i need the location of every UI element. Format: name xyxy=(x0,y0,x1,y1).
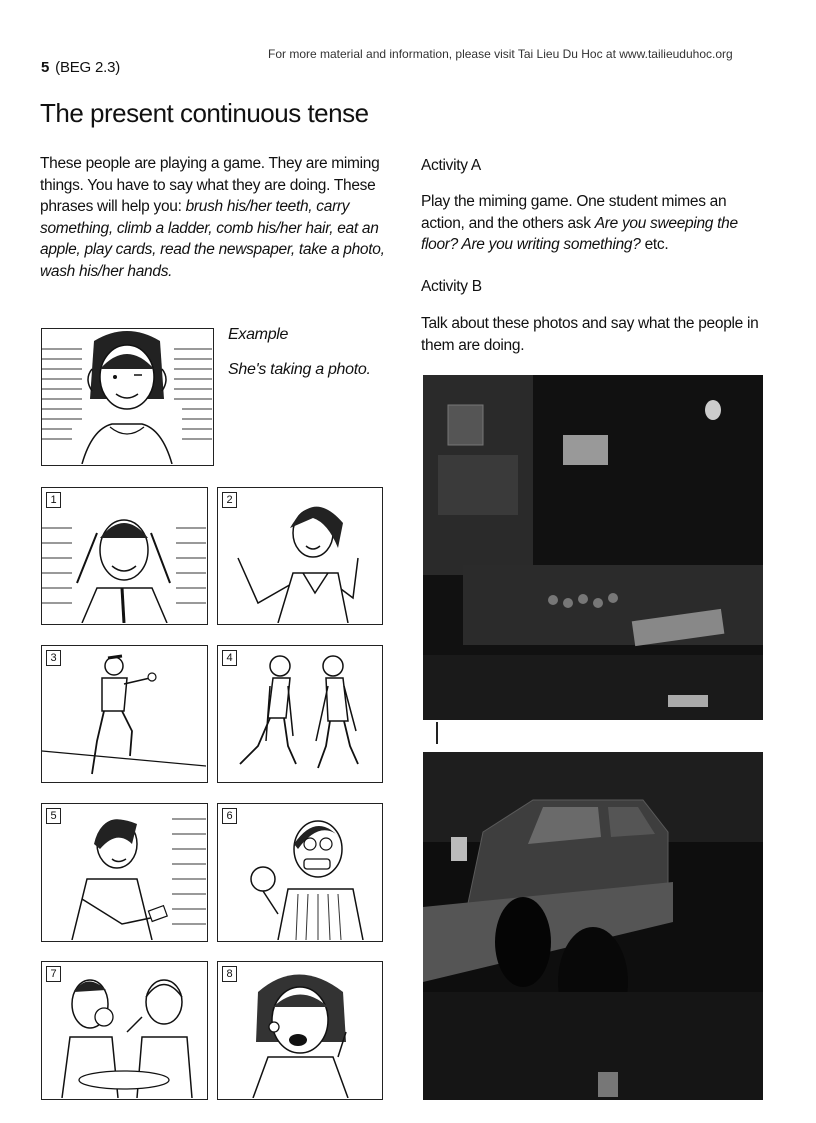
shop-interior-photo xyxy=(423,375,763,720)
intro-paragraph xyxy=(40,153,385,282)
unit-label xyxy=(41,59,120,76)
example-label: Example xyxy=(228,326,289,343)
panel-number: 7 xyxy=(46,966,61,982)
panel-number: 8 xyxy=(222,966,237,982)
source-note: For more material and information, please visit Tai Lieu Du Hoc at www.tailieuduhoc.org xyxy=(268,47,733,61)
activity-b-text: Talk about these photos and say what the people in them are doing. xyxy=(421,315,759,354)
activity-b-heading: Activity B xyxy=(421,278,482,295)
panel-number: 6 xyxy=(222,808,237,824)
street-car-photo xyxy=(423,752,763,1100)
unit-number: 5 xyxy=(41,59,50,76)
woman-eating-apple-drawing xyxy=(218,962,381,1098)
woman-carrying-drawing xyxy=(218,488,381,623)
mime-panel-8 xyxy=(217,961,383,1100)
panel-number: 4 xyxy=(222,650,237,666)
divider-mark xyxy=(436,722,438,744)
photographer-drawing xyxy=(42,329,212,464)
activity-photo-street xyxy=(423,752,763,1100)
mime-panel-3 xyxy=(41,645,208,783)
mime-panel-4 xyxy=(217,645,383,783)
page-title: The present continuous tense xyxy=(40,98,369,128)
intro-text: These people are playing a game. They are miming things. You have to say what they are doing. These phrases will help you: xyxy=(40,155,380,215)
example-sentence: She's taking a photo. xyxy=(228,361,371,378)
activity-a-intro: Play the miming game. One student mimes an action, and the others ask xyxy=(421,193,727,232)
mime-panel-1 xyxy=(41,487,208,625)
two-people-eating-drawing xyxy=(42,962,206,1098)
activity-photo-shop xyxy=(423,375,763,720)
man-climbing-ladder-drawing xyxy=(42,646,206,781)
mime-panel-5 xyxy=(41,803,208,942)
example-illustration xyxy=(41,328,214,466)
panel-number: 3 xyxy=(46,650,61,666)
mime-panel-7 xyxy=(41,961,208,1100)
mime-panel-2 xyxy=(217,487,383,625)
intro-phrases: brush his/her teeth, carry something, climb a ladder, comb his/her hair, eat an apple, play cards, read the newspaper, take a photo, wash his/her hands. xyxy=(40,198,385,280)
panel-number: 5 xyxy=(46,808,61,824)
mime-panel-6 xyxy=(217,803,383,942)
panel-number: 1 xyxy=(46,492,61,508)
activity-a-question: Are you sweeping the floor? Are you writing something? xyxy=(421,214,738,253)
two-men-carrying-drawing xyxy=(218,646,381,781)
panel-number: 2 xyxy=(222,492,237,508)
unit-reference: (BEG 2.3) xyxy=(55,59,121,76)
man-brushing-teeth-drawing xyxy=(218,804,381,940)
woman-playing-cards-drawing xyxy=(42,804,206,940)
activity-a-text xyxy=(421,191,771,256)
activity-a-end: etc. xyxy=(640,236,669,253)
man-combing-hair-drawing xyxy=(42,488,206,623)
activity-a-heading: Activity A xyxy=(421,157,481,174)
